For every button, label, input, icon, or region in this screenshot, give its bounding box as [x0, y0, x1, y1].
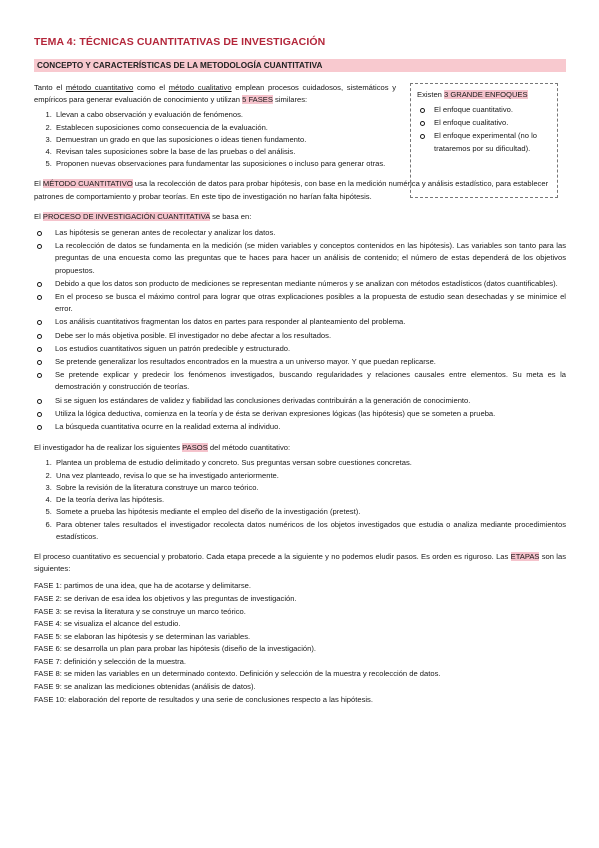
fase-item: FASE 4: se visualiza el alcance del estudio.: [34, 619, 181, 629]
metodo-text: El: [34, 179, 43, 189]
pasos-list: [34, 457, 566, 542]
fase-item: FASE 2: se derivan de esa idea los objetivos y las preguntas de investigación.: [34, 593, 297, 603]
enfoques-lead-text: Existen: [417, 90, 445, 99]
pasos-text: El investigador ha de realizar los siguientes: [34, 443, 183, 453]
list-item: Se pretende generalizar los resultados encontrados en la muestra a un universo mayor. Y que puedan replicarse.: [34, 356, 566, 368]
enfoques-lead: [417, 89, 551, 101]
list-item: 3. Sobre la revisión de la literatura construye un marco teórico.: [54, 482, 566, 494]
list-item: Debe ser lo más objetiva posible. El investigador no debe afectar a los resultados.: [34, 330, 566, 342]
list-item: Los análisis cuantitativos fragmentan los datos en partes para responder al planteamiento del problema.: [34, 316, 566, 328]
list-item: El enfoque experimental (no lo trataremos por su dificultad).: [417, 130, 551, 154]
intro-paragraph: [34, 82, 396, 106]
pasos-paragraph: [34, 442, 566, 454]
fase-item: FASE 3: se revisa la literatura y se construye un marco teórico.: [34, 606, 246, 616]
list-item: Debido a que los datos son producto de mediciones se representan mediante números y se analizan con métodos estadísticos (datos cuantificables).: [34, 278, 566, 290]
fases-list: [34, 580, 566, 706]
highlight-proceso: PROCESO DE INVESTIGACIÓN CUANTITATIVA: [42, 211, 210, 221]
enfoques-list: [417, 104, 551, 155]
highlight-pasos: PASOS: [182, 443, 208, 453]
list-item: 1. Plantea un problema de estudio delimitado y concreto. Sus preguntas versan sobre cuestiones concretas.: [54, 457, 566, 469]
list-item: 4. Revisan tales suposiciones sobre la base de las pruebas o del análisis.: [54, 146, 566, 158]
etapas-text: El proceso cuantitativo es secuencial y probatorio. Cada etapa precede a la siguiente y no podemos eludir pasos. Es orden es riguroso. Las: [34, 551, 511, 561]
list-item: La recolección de datos se fundamenta en la medición (se miden variables y conceptos contenidos en las hipótesis). Las variables son tanto para las preguntas de una encuesta como las preguntas que te haces para hacer un análisis de contenido; el número de estas dependerá de los objetivos propuestos.: [34, 240, 566, 277]
list-item: 6. Para obtener tales resultados el investigador recolecta datos numéricos de los objetos investigados que estudia o analiza mediante procedimientos estadísticos.: [54, 519, 566, 543]
enfoques-box: [410, 83, 558, 198]
list-item: 2. Una vez planteado, revisa lo que se ha investigado anteriormente.: [54, 470, 566, 482]
intro-term-cuantitativo: método cuantitativo: [65, 83, 134, 92]
etapas-text: son las siguientes:: [34, 551, 567, 574]
list-item: Las hipótesis se generan antes de recolectar y analizar los datos.: [34, 227, 566, 239]
fase-item: FASE 8: se miden las variables en un determinado contexto. Definición y selección de la muestra y recolección de datos.: [34, 669, 441, 679]
list-item: Se pretende explicar y predecir los fenómenos investigados, buscando regularidades y relaciones causales entre elementos. Su meta es la demostración y construcción de teorías.: [34, 369, 566, 393]
list-item: 2. Establecen suposiciones como consecuencia de la evaluación.: [54, 122, 566, 134]
intro-text: Tanto el: [34, 83, 66, 92]
document-page: [34, 36, 566, 706]
list-item: Utiliza la lógica deductiva, comienza en la teoría y de ésta se derivan expresiones lógicas (las hipótesis) que se someten a prueba.: [34, 408, 566, 420]
fase-item: FASE 10: elaboración del reporte de resultados y una serie de conclusiones respecto a las hipótesis.: [34, 694, 373, 704]
list-item: 5. Proponen nuevas observaciones para fundamentar las suposiciones o incluso para generar otras.: [54, 158, 566, 170]
highlight-5-fases: 5 FASES: [242, 95, 273, 105]
highlight-etapas: ETAPAS: [510, 551, 540, 561]
page-title: TEMA 4: TÉCNICAS CUANTITATIVAS DE INVESTIGACIÓN: [34, 36, 326, 48]
intro-text: similares:: [272, 95, 308, 105]
list-item: El enfoque cualitativo.: [417, 117, 551, 129]
proceso-text: El: [34, 211, 43, 221]
fase-item: FASE 6: se desarrolla un plan para probar las hipótesis (diseño de la investigación).: [34, 644, 316, 654]
highlight-metodo: MÉTODO CUANTITATIVO: [42, 179, 133, 189]
pasos-text: del método cuantitativo:: [207, 443, 291, 453]
metodo-text: usa la recolección de datos para probar hipótesis, con base en la medición numérica y análisis estadístico, para establecer patrones de comportamiento y probar teorías. En este tipo de investigación no harían falta hipótesis.: [34, 179, 549, 201]
list-item: En el proceso se busca el máximo control para lograr que otras explicaciones posibles a la propuesta de estudio sean desechadas y se minimice el error.: [34, 291, 566, 315]
fase-item: FASE 1: partimos de una idea, que ha de acotarse y delimitarse.: [34, 581, 251, 591]
intro-text: como el: [133, 83, 169, 92]
section-heading: CONCEPTO Y CARACTERÍSTICAS DE LA METODOLOGÍA CUANTITATIVA: [34, 59, 566, 72]
etapas-paragraph: [34, 551, 566, 575]
list-item: Si se siguen los estándares de validez y fiabilidad las conclusiones derivadas contribuirán a la generación de conocimiento.: [34, 395, 566, 407]
fase-item: FASE 5: se elaboran las hipótesis y se determinan las variables.: [34, 631, 251, 641]
proceso-paragraph: [34, 211, 566, 223]
list-item: Los estudios cuantitativos siguen un patrón predecible y estructurado.: [34, 343, 566, 355]
fase-item: FASE 9: se analizan las mediciones obtenidas (análisis de datos).: [34, 682, 256, 692]
list-item: 4. De la teoría deriva las hipótesis.: [54, 494, 566, 506]
proceso-list: [34, 227, 566, 433]
intro-term-cualitativo: método cualitativo: [168, 83, 232, 92]
proceso-text: se basa en:: [209, 211, 252, 221]
fase-item: FASE 7: definición y selección de la muestra.: [34, 656, 186, 666]
highlight-enfoques: 3 GRANDE ENFOQUES: [444, 90, 528, 99]
list-item: 3. Demuestran un grado en que las suposiciones o ideas tienen fundamento.: [54, 134, 566, 146]
list-item: 1. Llevan a cabo observación y evaluación de fenómenos.: [54, 109, 566, 121]
list-item: 5. Somete a prueba las hipótesis mediante el empleo del diseño de la investigación (pretest).: [54, 506, 566, 518]
list-item: El enfoque cuantitativo.: [417, 104, 551, 116]
intro-text: emplean procesos cuidadosos, sistemáticos y empíricos para generar evaluación de conocimiento y utilizan: [34, 83, 396, 105]
list-item: La búsqueda cuantitativa ocurre en la realidad externa al individuo.: [34, 421, 566, 433]
